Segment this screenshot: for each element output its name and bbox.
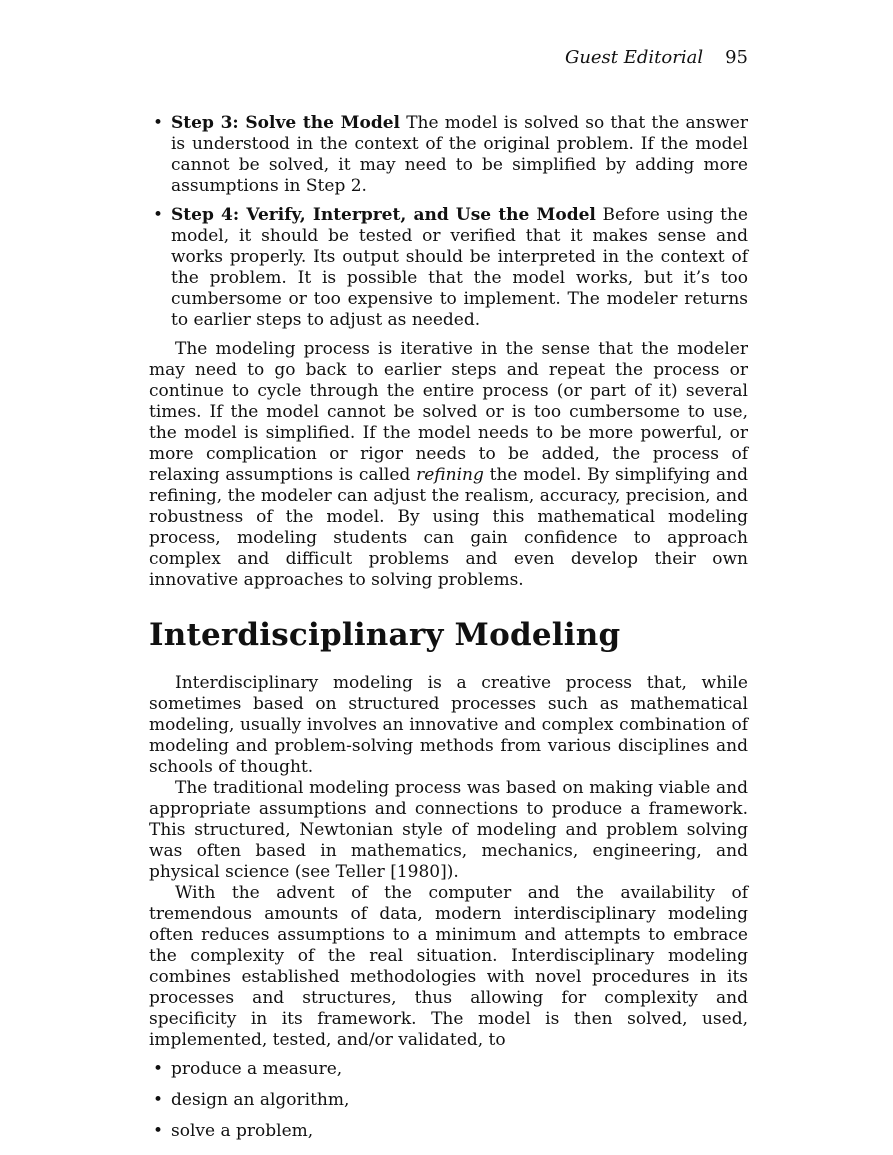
section-heading: Interdisciplinary Modeling	[149, 617, 621, 653]
step-text: Before using the model, it should be tested or verified that it makes sense and works properly. Its output should be interpreted in the context of the problem. It is possible that the model works, but it’s too cumbersome or too expensive to implement. The modeler returns to earlier steps to adjust as needed.	[171, 205, 748, 330]
outcome-text: design an algorithm,	[171, 1090, 350, 1110]
bullet-icon: •	[153, 1059, 164, 1079]
outcome-item	[149, 1121, 748, 1142]
running-head	[565, 46, 748, 70]
section-paragraph: With the advent of the computer and the availability of tremendous amounts of data, modern interdisciplinary modeling often reduces assumptions to a minimum and attempts to embrace the complexity of the real situation. Interdisciplinary modeling combines established methodologies with novel procedures in its processes and structures, thus allowing for complexity and specificity in its framework. The model is then solved, used, implemented, tested, and/or validated, to	[149, 883, 748, 1050]
iterative-paragraph	[149, 339, 748, 591]
step-heading: Step 3: Solve the Model	[171, 113, 400, 133]
section-paragraph: The traditional modeling process was based on making viable and appropriate assumptions and connections to produce a framework. This structured, Newtonian style of modeling and problem solving was often based in mathematics, mechanics, engineering, and physical science (see Teller [1980]).	[149, 778, 748, 882]
bullet-icon: •	[153, 113, 164, 133]
step-item	[149, 113, 748, 197]
refining-term: refining	[416, 465, 484, 485]
outcome-text: produce a measure,	[171, 1059, 343, 1079]
outcome-item	[149, 1090, 748, 1111]
step-list	[149, 113, 748, 331]
page-number: 95	[725, 47, 748, 68]
running-head-title: Guest Editorial	[564, 47, 704, 68]
bullet-icon: •	[153, 205, 164, 225]
step-item	[149, 205, 748, 331]
step-heading: Step 4: Verify, Interpret, and Use the Model	[171, 205, 596, 225]
body-text	[149, 113, 748, 1152]
outcome-item	[149, 1059, 748, 1080]
step-text: The model is solved so that the answer is understood in the context of the original problem. If the model cannot be solved, it may need to be simplified by adding more assumptions in Step 2.	[171, 113, 748, 196]
section-paragraph: Interdisciplinary modeling is a creative process that, while sometimes based on structured processes such as mathematical modeling, usually involves an innovative and complex combination of modeling and problem-solving methods from various disciplines and schools of thought.	[149, 673, 748, 777]
outcome-list	[149, 1059, 748, 1142]
outcome-text: solve a problem,	[171, 1121, 314, 1141]
bullet-icon: •	[153, 1121, 164, 1141]
iterative-text-before: The modeling process is iterative in the sense that the modeler may need to go back to earlier steps and repeat the process or continue to cycle through the entire process (or part of it) several times. If the model cannot be solved or is too cumbersome to use, the model is simplified. If the model needs to be more powerful, or more complication or rigor needs to be added, the process of relaxing assumptions is called	[149, 339, 748, 485]
iterative-text-after: the model. By simplifying and refining, the modeler can adjust the realism, accuracy, precision, and robustness of the model. By using this mathematical modeling process, modeling students can gain confidence to approach complex and difficult problems and even develop their own innovative approaches to solving problems.	[149, 465, 748, 590]
bullet-icon: •	[153, 1090, 164, 1110]
